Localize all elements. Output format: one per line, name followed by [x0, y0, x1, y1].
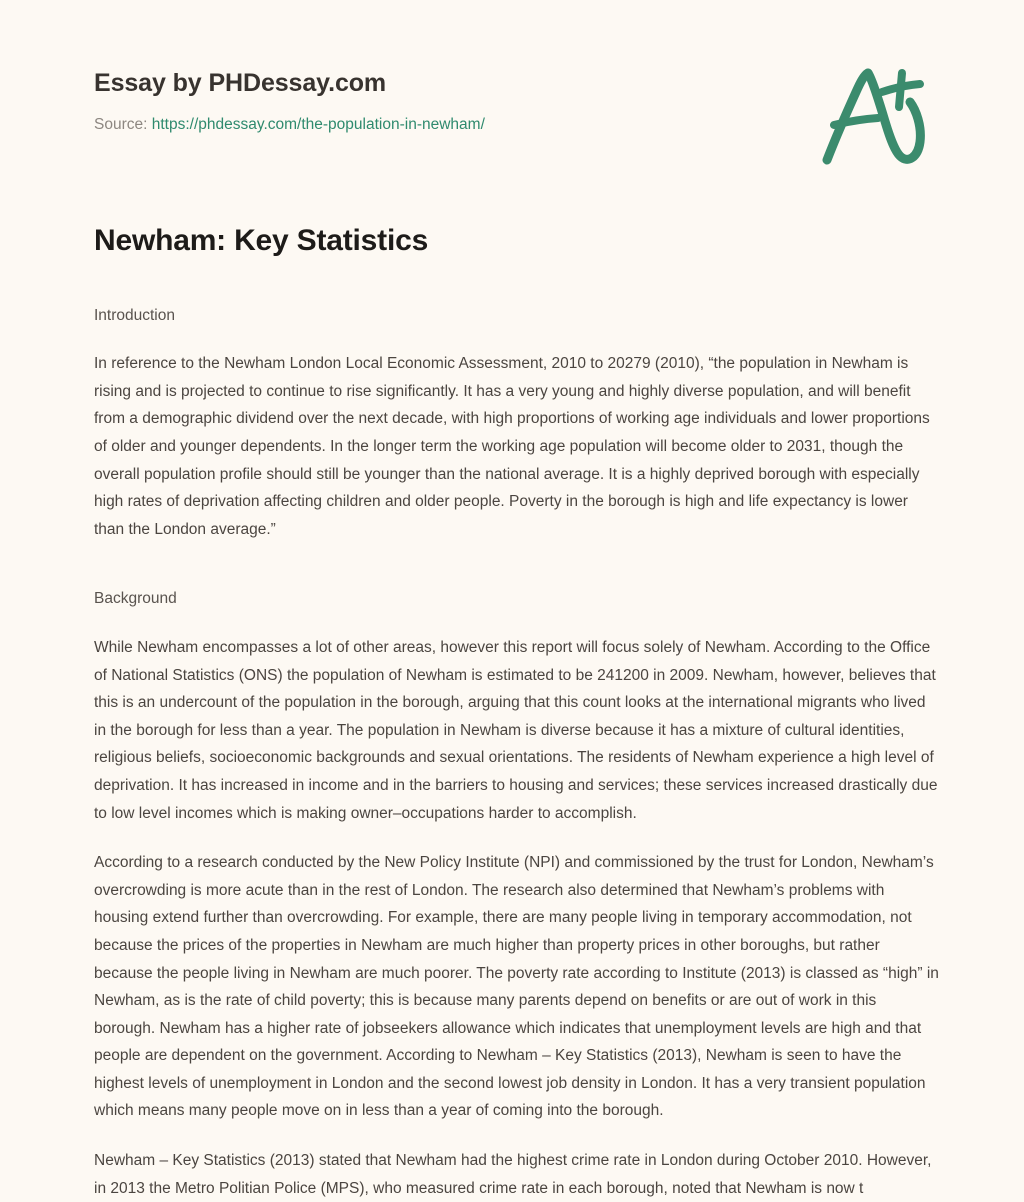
- paragraph: According to a research conducted by the New Policy Institute (NPI) and commissioned by the trust for London, Newham’s overcrowding is more acute than in the rest of London. The research also determined that Newham’s problems with housing extend further than overcrowding. For example, there are many people living in temporary accommodation, not because the prices of the properties in Newham are much higher than property prices in other boroughs, but rather because the people living in Newham are much poorer. The poverty rate according to Institute (2013) is classed as “high” in Newham, as is the rate of child poverty; this is because many parents depend on benefits or are out of work in this borough. Newham has a higher rate of jobseekers allowance which indicates that unemployment levels are high and that people are dependent on the government. According to Newham – Key Statistics (2013), Newham is seen to have the highest levels of unemployment in London and the second lowest job density in London. It has a very transient population which means many people move on in less than a year of coming into the borough.: [94, 854, 939, 1120]
- source-label: Source:: [94, 116, 152, 133]
- page-title: Newham: Key Statistics: [94, 224, 429, 257]
- brand-title: Essay by PHDessay.com: [94, 69, 387, 97]
- paragraph: While Newham encompasses a lot of other areas, however this report will focus solely of Newham. According to the Office of National Statistics (ONS) the population of Newham is estimated to be 241200 in 2009. Newham, however, believes that this is an undercount of the population in the borough, arguing that this count looks at the international migrants who lived in the borough for less than a year. The population in Newham is diverse because it has a mixture of cultural identities, religious beliefs, socioeconomic backgrounds and sexual orientations. The residents of Newham experience a high level of deprivation. It has increased in income and in the barriers to housing and services; these services increased drastically due to low level incomes which is making owner–occupations harder to accomplish.: [94, 639, 938, 822]
- brand-block: [94, 68, 734, 136]
- a-plus-logo-svg: [812, 62, 934, 172]
- section-heading-introduction: Introduction: [94, 306, 175, 324]
- document-body: [94, 222, 939, 1202]
- paragraph: Newham – Key Statistics (2013) stated that Newham had the highest crime rate in London during October 2010. However, in 2013 the Metro Politian Police (MPS), who measured crime rate in each borough, noted that Newham is now t: [94, 1151, 932, 1197]
- source-url-link[interactable]: https://phdessay.com/the-population-in-newham/: [151, 116, 485, 133]
- page-header: [0, 0, 1024, 200]
- source-line: [94, 115, 734, 136]
- a-plus-logo-icon: [812, 62, 934, 172]
- paragraph: In reference to the Newham London Local Economic Assessment, 2010 to 20279 (2010), “the population in Newham is rising and is projected to continue to rise significantly. It has a very young and highly diverse population, and will benefit from a demographic dividend over the next decade, with high proportions of working age individuals and lower proportions of older and younger dependents. In the longer term the working age population will become older to 2031, though the overall population profile should still be younger than the national average. It is a highly deprived borough with especially high rates of deprivation affecting children and older people. Poverty in the borough is high and life expectancy is lower than the London average.”: [94, 355, 930, 538]
- section-heading-background: Background: [94, 590, 177, 608]
